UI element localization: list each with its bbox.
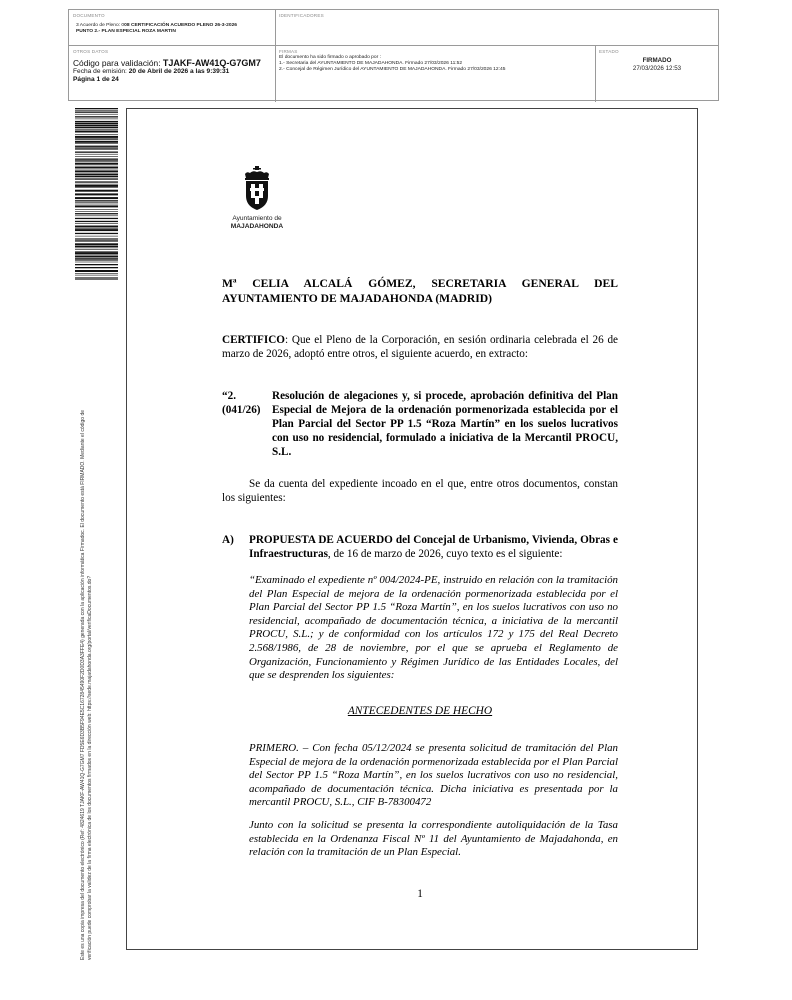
document-metadata-header bbox=[68, 9, 719, 101]
agenda-item-number: “2.(041/26) bbox=[222, 390, 261, 416]
agenda-item-title: Resolución de alegaciones y, si procede, aprobación definitiva del Plan Especial de Mejora de la ordenación pormenorizada establecida por el Plan Parcial del Sector PP 1.5 “Roza Martín” en los suelos lucrativos con uso no residencial, formulado a iniciativa de la Mercantil PROCU, S.L. bbox=[272, 390, 618, 458]
agenda-item bbox=[222, 389, 618, 459]
firmas-label: FIRMAS bbox=[279, 49, 298, 54]
documento-line2: PUNTO 2.- PLAN ESPECIAL ROZA MARTIN bbox=[76, 29, 176, 35]
codigo-validacion-value[interactable]: TJAKF-AW41Q-G7GM7 bbox=[162, 58, 261, 68]
otros-datos-cell bbox=[73, 49, 273, 84]
estado-value: FIRMADO bbox=[642, 57, 672, 64]
side-verification-text bbox=[80, 300, 94, 960]
header-divider bbox=[595, 45, 596, 102]
certificate-title-line1: Mª CELIA ALCALÁ GÓMEZ, SECRETARIA GENERAL DEL bbox=[222, 277, 618, 290]
junto-paragraph: Junto con la solicitud se presenta la correspondiente autoliquidación de la Tasa establecida en la Ordenanza Fiscal Nº 11 del Ayuntamiento de Majadahonda, en relación con la tramitación de un Plan Especial. bbox=[249, 819, 618, 859]
certifico-paragraph: CERTIFICO: Que el Pleno de la Corporación, en sesión ordinaria celebrada el 26 de marzo de 2026, adoptó entre otros, el siguiente acuerdo, en extracto: bbox=[222, 334, 618, 360]
header-divider bbox=[69, 45, 718, 46]
firmas-cell bbox=[279, 49, 593, 74]
identificadores-cell bbox=[279, 13, 479, 18]
certificate-title-line2: AYUNTAMIENTO DE MAJADAHONDA (MADRID) bbox=[222, 292, 492, 305]
firmas-line2: 1.- Secretaria del AYUNTAMIENTO DE MAJADAHONDA. Firmado 27/03/2026 11:52 bbox=[279, 61, 463, 67]
documento-line1: 3 Acuerdo de Pleno: 008 CERTIFICACIÓN ACUERDO PLENO 26-3-2026 bbox=[76, 23, 238, 28]
estado-cell bbox=[599, 49, 715, 73]
fecha-emision: Fecha de emisión: 20 de Abril de 2026 a las 9:39:31 bbox=[73, 68, 230, 75]
header-divider bbox=[275, 10, 276, 102]
primero-paragraph: PRIMERO. – Con fecha 05/12/2024 se presenta solicitud de tramitación del Plan Especial de mejora de la ordenación pormenorizada establecida por el Plan Parcial del Sector PP 1.5 “Roza Martín”, en los suelos lucrativos con uso no residencial, acompañado de documentación técnica. Dicha iniciativa es presentada por la mercantil PROCU, S.L., CIF B-78300472 bbox=[249, 742, 618, 809]
estado-label: ESTADO bbox=[599, 49, 619, 54]
documento-label: DOCUMENTO bbox=[73, 13, 105, 18]
coat-of-arms-icon bbox=[242, 166, 272, 212]
logo-line1: Ayuntamiento de bbox=[232, 215, 282, 222]
otros-datos-label: OTROS DATOS bbox=[73, 49, 109, 54]
pagina-info: Página 1 de 24 bbox=[73, 76, 119, 83]
propuesta-text: PROPUESTA DE ACUERDO del Concejal de Urbanismo, Vivienda, Obras e Infraestructuras, de 16 de marzo de 2026, cuyo texto es el siguiente: bbox=[249, 534, 618, 560]
identificadores-label: IDENTIFICADORES bbox=[279, 13, 324, 18]
expediente-paragraph: Se da cuenta del expediente incoado en el que, entre otros documentos, constan los siguientes: bbox=[222, 478, 618, 504]
documento-cell bbox=[73, 13, 271, 35]
firmas-line3: 2.- Concejal de Régimen Jurídico del AYUNTAMIENTO DE MAJADAHONDA. Firmado 27/03/2026 12:45 bbox=[279, 67, 506, 73]
side-text-line2: verificación puede comprobar la validez de la firma electrónica de los documentos firmados en la dirección web: https://sede.majadahonda.org/portal/verificaDocumentos.do? bbox=[87, 575, 93, 960]
logo-line2: MAJADAHONDA bbox=[230, 223, 284, 230]
propuesta-section bbox=[222, 533, 618, 561]
estado-date: 27/03/2026 12:53 bbox=[632, 65, 682, 72]
barcode-image bbox=[75, 108, 118, 280]
firmas-line1: El documento ha sido firmado o aprobado por : bbox=[279, 55, 381, 60]
page-number: 1 bbox=[417, 888, 423, 900]
codigo-validacion: Código para validación: TJAKF-AW41Q-G7GM7 bbox=[73, 58, 261, 68]
propuesta-label: A) bbox=[222, 534, 234, 546]
certifico-label: CERTIFICO bbox=[222, 334, 286, 346]
propuesta-quote: “Examinado el expediente nº 004/2024-PE, instruido en relación con la tramitación del Plan Especial de mejora de la ordenación pormenorizada establecida por el Plan Parcial del Sector PP 1.5 “Roza Martín”, en los suelos lucrativos con uso no residencial, acompañado de documentación técnica, a iniciativa de la mercantil PROCU, S.L.; y de conformidad con los artículos 172 y 175 del Real Decreto 2.568/1986, de 28 de noviembre, por el que se aprueba el Reglamento de Organización, Funcionamiento y Régimen Jurídico de las Entidades Locales, del que se desprenden los siguientes: bbox=[249, 574, 618, 682]
side-text-line1: Este es una copia impresa del documento electrónico (Ref: 4824619 TJAKF-AW41Q-G7GM7 FD5E6D3B5F94E5C1672845490F2D0D3A3FFE4) generada con la aplicación informática Firmadoc. El documento está FIRMADO. Mediante el código de bbox=[80, 409, 86, 960]
ayuntamiento-logo bbox=[222, 166, 292, 231]
antecedentes-heading: ANTECEDENTES DE HECHO bbox=[347, 705, 493, 717]
